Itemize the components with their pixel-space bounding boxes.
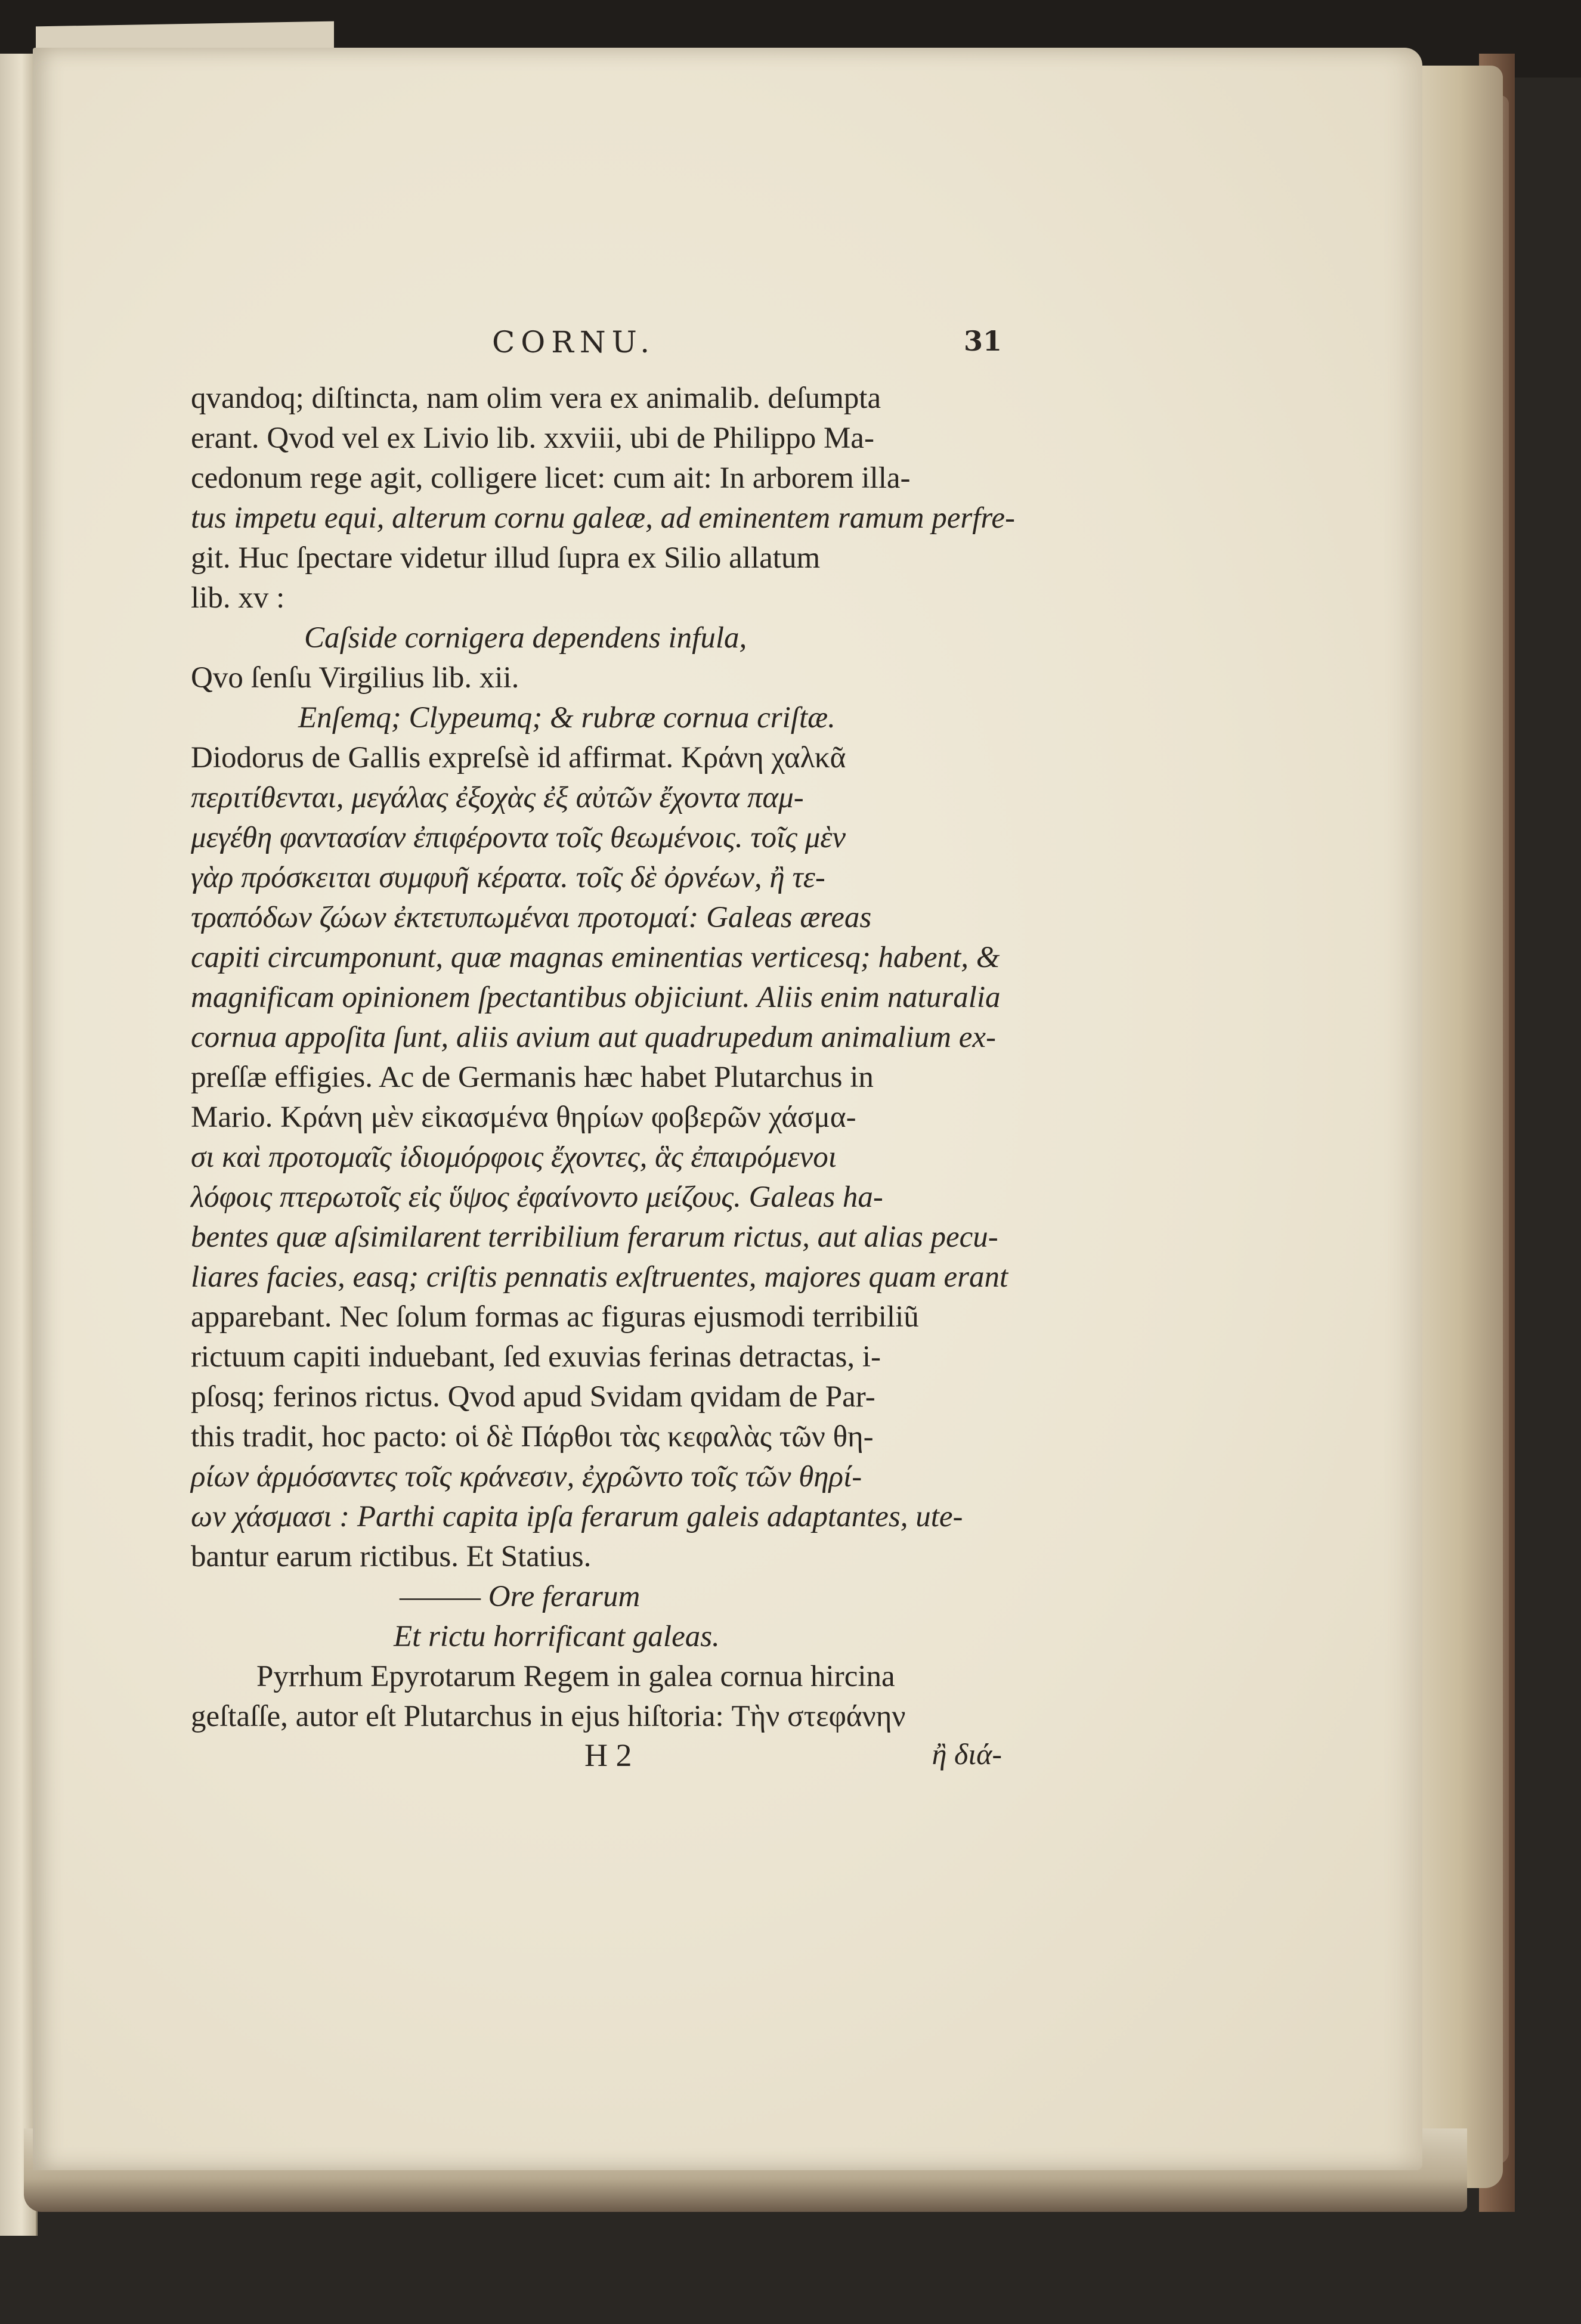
text-line: qvandoq; diſtincta, nam olim vera ex animalib. deſumpta bbox=[191, 382, 881, 415]
greek-line: γὰρ πρόσκειται συμφυῆ κέρατα. τοῖς δὲ ὀρνέων, ἢ τε- bbox=[191, 861, 825, 894]
verse-line: Enſemq; Clypeumq; & rubræ cornua criſtæ. bbox=[298, 701, 836, 735]
text-line: pſosq; ferinos rictus. Qvod apud Svidam qvidam de Par- bbox=[191, 1380, 875, 1414]
text-line: rictuum capiti induebant, ſed exuvias ferinas detractas, i- bbox=[191, 1340, 881, 1374]
verse-line: Caſside cornigera dependens infula, bbox=[304, 621, 747, 655]
text-block bbox=[191, 325, 1015, 1778]
greek-line: μεγέθη φαντασίαν ἐπιφέροντα τοῖς θεωμένοις. τοῖς μὲν bbox=[191, 821, 846, 854]
text-line: capiti circumponunt, quæ magnas eminentias verticesq; habent, & bbox=[191, 941, 1000, 974]
text-line: preſſæ effigies. Ac de Germanis hæc habet Plutarchus in bbox=[191, 1061, 874, 1094]
catchword: ἢ διά- bbox=[932, 1737, 1002, 1771]
verse-line: ——— Ore ferarum bbox=[400, 1580, 641, 1613]
greek-line: τραπόδων ζώων ἐκτετυπωμέναι προτομαί: Galeas æreas bbox=[191, 901, 872, 934]
text-line: tus impetu equi, alterum cornu galeæ, ad eminentem ramum perfre- bbox=[191, 501, 1015, 535]
text-line: cedonum rege agit, colligere licet: cum ait: In arborem illa- bbox=[191, 461, 911, 495]
text-line: apparebant. Nec ſolum formas ac figuras ejusmodi terribiliũ bbox=[191, 1300, 919, 1334]
text-line: bantur earum rictibus. Et Statius. bbox=[191, 1540, 592, 1573]
text-line: Qvo ſenſu Virgilius lib. xii. bbox=[191, 661, 519, 695]
text-line: magnificam opinionem ſpectantibus objiciunt. Aliis enim naturalia bbox=[191, 981, 1001, 1014]
book-page bbox=[33, 48, 1422, 2170]
text-line: ων χάσμασι : Parthi capita ipſa ferarum galeis adaptantes, ute- bbox=[191, 1500, 963, 1533]
page-footer bbox=[191, 1737, 1002, 1778]
text-line: geſtaſſe, autor eſt Plutarchus in ejus hiſtoria: Τὴν στεφάνην bbox=[191, 1700, 906, 1733]
text-line: lib. xv : bbox=[191, 581, 285, 615]
text-line: Diodorus de Gallis expreſsè id affirmat. Κράνη χαλκᾶ bbox=[191, 741, 846, 774]
running-title: CORNU. bbox=[492, 325, 656, 360]
verse-line: Et rictu horrificant galeas. bbox=[394, 1620, 720, 1653]
text-line: Mario. Κράνη μὲν εἰκασμένα θηρίων φοβερῶν χάσμα- bbox=[191, 1101, 856, 1134]
text-line: this tradit, hoc pacto: οἱ δὲ Πάρθοι τὰς κεφαλὰς τῶν θη- bbox=[191, 1420, 874, 1454]
text-line: git. Huc ſpectare videtur illud ſupra ex Silio allatum bbox=[191, 541, 821, 575]
signature-mark: H 2 bbox=[584, 1737, 632, 1773]
facing-page-edge bbox=[0, 54, 38, 2236]
text-line: Pyrrhum Epyrotarum Regem in galea cornua hircina bbox=[256, 1660, 895, 1693]
greek-line: ρίων ἁρμόσαντες τοῖς κράνεσιν, ἐχρῶντο τοῖς τῶν θηρί- bbox=[191, 1460, 862, 1493]
text-line: erant. Qvod vel ex Livio lib. xxviii, ubi de Philippo Ma- bbox=[191, 422, 874, 455]
greek-line: σι καὶ προτομαῖς ἰδιομόρφοις ἔχοντες, ἃς ἐπαιρόμενοι bbox=[191, 1141, 837, 1174]
page-header bbox=[191, 325, 1002, 379]
greek-line: περιτίθενται, μεγάλας ἐξοχὰς ἐξ αὐτῶν ἔχοντα παμ- bbox=[191, 781, 804, 814]
page-number: 31 bbox=[963, 325, 1002, 357]
text-line: liares facies, easq; criſtis pennatis exſtruentes, majores quam erant bbox=[191, 1260, 1008, 1294]
text-line: bentes quæ aſsimilarent terribilium ferarum rictus, aut alias pecu- bbox=[191, 1220, 998, 1254]
greek-line: λόφοις πτερωτοῖς εἰς ὕψος ἐφαίνοντο μείζους. Galeas ha- bbox=[191, 1180, 883, 1214]
text-line: cornua appoſita ſunt, aliis avium aut quadrupedum animalium ex- bbox=[191, 1021, 996, 1054]
